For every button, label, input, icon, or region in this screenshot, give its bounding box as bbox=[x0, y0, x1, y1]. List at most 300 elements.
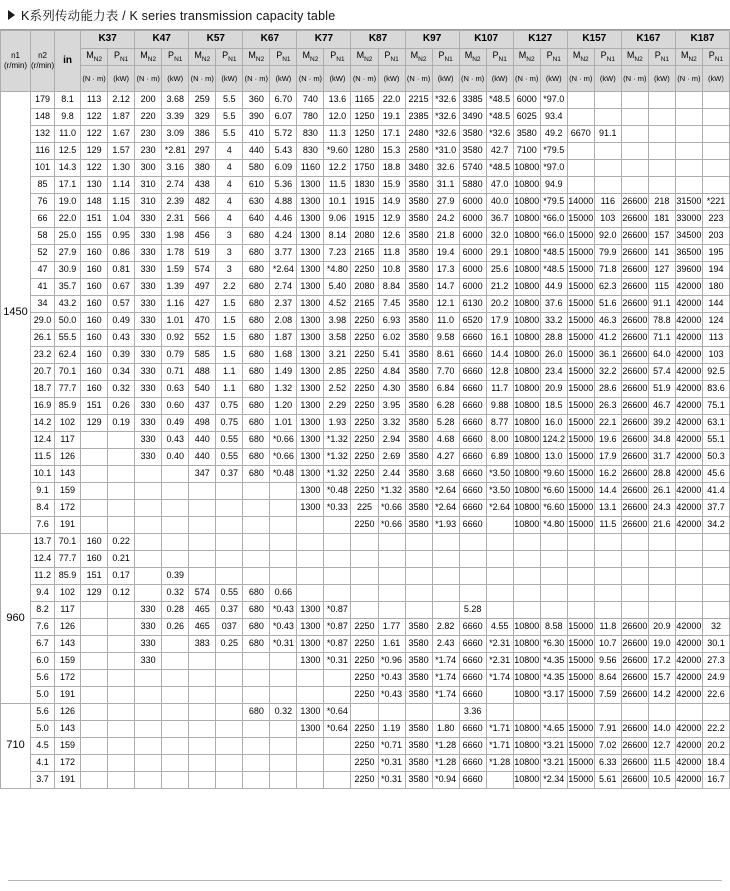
header-group-k167: K167 bbox=[621, 31, 675, 49]
cell-value: *0.96 bbox=[378, 653, 405, 670]
cell-value: 42000 bbox=[675, 687, 702, 704]
cell-value bbox=[405, 534, 432, 551]
cell-value: 24.3 bbox=[648, 500, 675, 517]
cell-value: *9.60 bbox=[540, 466, 567, 483]
cell-value bbox=[432, 585, 459, 602]
cell-value bbox=[324, 585, 351, 602]
cell-value bbox=[270, 653, 297, 670]
cell-value: 10800 bbox=[513, 313, 540, 330]
cell-value: 26.3 bbox=[594, 398, 621, 415]
cell-value: 2250 bbox=[351, 262, 378, 279]
cell-value: 380 bbox=[189, 160, 216, 177]
cell-value: 1.30 bbox=[108, 160, 135, 177]
cell-ratio: 159 bbox=[55, 483, 81, 500]
cell-value bbox=[513, 585, 540, 602]
header-pn1-k187: $P_{N1}$ bbox=[702, 49, 729, 66]
cell-value: *0.66 bbox=[270, 449, 297, 466]
cell-value: 1.57 bbox=[108, 143, 135, 160]
cell-value: 4 bbox=[216, 160, 243, 177]
cell-value: *66.0 bbox=[540, 228, 567, 245]
cell-value: 9.06 bbox=[324, 211, 351, 228]
cell-value bbox=[297, 738, 324, 755]
cell-value bbox=[540, 534, 567, 551]
cell-value bbox=[675, 160, 702, 177]
cell-value: 3.16 bbox=[162, 160, 189, 177]
cell-value: 1.67 bbox=[108, 126, 135, 143]
cell-value: 19.6 bbox=[594, 432, 621, 449]
cell-value bbox=[351, 602, 378, 619]
cell-value: 6.93 bbox=[378, 313, 405, 330]
header-pn1-unit-k187: (kW) bbox=[702, 66, 729, 92]
cell-value: 5880 bbox=[459, 177, 486, 194]
cell-value: 2250 bbox=[351, 347, 378, 364]
cell-value: 3.68 bbox=[162, 92, 189, 109]
cell-value: *4.80 bbox=[540, 517, 567, 534]
cell-value: 1.01 bbox=[162, 313, 189, 330]
cell-value: 1.98 bbox=[162, 228, 189, 245]
cell-value: 330 bbox=[135, 619, 162, 636]
cell-value: 2580 bbox=[405, 143, 432, 160]
cell-value bbox=[675, 92, 702, 109]
header-pn1-unit-k167: (kW) bbox=[648, 66, 675, 92]
cell-value bbox=[594, 92, 621, 109]
cell-value: 3580 bbox=[459, 126, 486, 143]
cell-value: 3 bbox=[216, 228, 243, 245]
cell-value: 6000 bbox=[459, 228, 486, 245]
cell-value: 2.31 bbox=[162, 211, 189, 228]
cell-value: 3580 bbox=[405, 313, 432, 330]
cell-value: 26600 bbox=[621, 415, 648, 432]
cell-value: 42.7 bbox=[486, 143, 513, 160]
cell-value: 6660 bbox=[459, 449, 486, 466]
cell-value: 10800 bbox=[513, 398, 540, 415]
cell-value: 124 bbox=[702, 313, 729, 330]
cell-value bbox=[621, 568, 648, 585]
cell-value: 0.39 bbox=[162, 568, 189, 585]
cell-value bbox=[135, 772, 162, 789]
cell-value: 42000 bbox=[675, 347, 702, 364]
cell-value: *1.71 bbox=[486, 738, 513, 755]
cell-value bbox=[162, 755, 189, 772]
cell-value bbox=[81, 483, 108, 500]
cell-value: 6660 bbox=[459, 653, 486, 670]
cell-ratio: 11.0 bbox=[55, 126, 81, 143]
cell-value: 6660 bbox=[459, 483, 486, 500]
cell-value: 36500 bbox=[675, 245, 702, 262]
cell-value: 0.75 bbox=[216, 415, 243, 432]
cell-value: 83.6 bbox=[702, 381, 729, 398]
cell-value: 680 bbox=[243, 415, 270, 432]
header-pn1-unit-k107: (kW) bbox=[486, 66, 513, 92]
cell-value bbox=[621, 177, 648, 194]
cell-value: *1.28 bbox=[432, 755, 459, 772]
cell-value bbox=[81, 500, 108, 517]
cell-value: 2385 bbox=[405, 109, 432, 126]
cell-value bbox=[81, 704, 108, 721]
cell-value: 129 bbox=[81, 143, 108, 160]
table-row bbox=[1, 330, 730, 347]
cell-ratio: 19.0 bbox=[55, 194, 81, 211]
cell-value: 6.84 bbox=[432, 381, 459, 398]
cell-value: 26600 bbox=[621, 738, 648, 755]
cell-value: 6660 bbox=[459, 330, 486, 347]
table-head-symbol-row bbox=[1, 49, 730, 66]
cell-value: 181 bbox=[648, 211, 675, 228]
cell-value: *0.87 bbox=[324, 619, 351, 636]
cell-value: 14.7 bbox=[432, 279, 459, 296]
cell-value bbox=[594, 704, 621, 721]
cell-value bbox=[675, 704, 702, 721]
cell-value bbox=[594, 551, 621, 568]
cell-value: 3580 bbox=[405, 772, 432, 789]
cell-value bbox=[324, 755, 351, 772]
cell-value: 330 bbox=[135, 228, 162, 245]
cell-value: *4.65 bbox=[540, 721, 567, 738]
cell-value: 42000 bbox=[675, 636, 702, 653]
cell-value bbox=[486, 772, 513, 789]
cell-value: 0.26 bbox=[162, 619, 189, 636]
header-mn2-k97: $M_{N2}$ bbox=[405, 49, 432, 66]
cell-value bbox=[567, 177, 594, 194]
cell-value: 11.7 bbox=[486, 381, 513, 398]
cell-value: 1160 bbox=[297, 160, 324, 177]
cell-value bbox=[486, 704, 513, 721]
cell-value bbox=[135, 704, 162, 721]
cell-value bbox=[297, 517, 324, 534]
cell-value: 42000 bbox=[675, 313, 702, 330]
header-pn1-unit-k97: (kW) bbox=[432, 66, 459, 92]
cell-value: 330 bbox=[135, 364, 162, 381]
cell-value: 14.0 bbox=[648, 721, 675, 738]
cell-value: 41.2 bbox=[594, 330, 621, 347]
cell-value: *0.43 bbox=[270, 602, 297, 619]
cell-value: 14.4 bbox=[594, 483, 621, 500]
table-row bbox=[1, 721, 730, 738]
cell-n2: 132 bbox=[31, 126, 55, 143]
cell-value: 552 bbox=[189, 330, 216, 347]
cell-value: 115 bbox=[648, 279, 675, 296]
cell-value: 3580 bbox=[405, 415, 432, 432]
cell-value: 42000 bbox=[675, 517, 702, 534]
header-group-k157: K157 bbox=[567, 31, 621, 49]
cell-value bbox=[243, 687, 270, 704]
cell-value: *1.32 bbox=[324, 449, 351, 466]
cell-value: *2.34 bbox=[540, 772, 567, 789]
cell-value bbox=[162, 466, 189, 483]
cell-value: 12.1 bbox=[432, 296, 459, 313]
cell-value bbox=[486, 585, 513, 602]
cell-value: 456 bbox=[189, 228, 216, 245]
cell-value: 194 bbox=[702, 262, 729, 279]
cell-value bbox=[270, 500, 297, 517]
cell-value bbox=[297, 687, 324, 704]
cell-value: 10800 bbox=[513, 160, 540, 177]
cell-value bbox=[675, 602, 702, 619]
cell-value bbox=[513, 534, 540, 551]
cell-value: 203 bbox=[702, 228, 729, 245]
cell-value bbox=[135, 721, 162, 738]
cell-value bbox=[513, 551, 540, 568]
cell-value bbox=[297, 585, 324, 602]
cell-value: 330 bbox=[135, 449, 162, 466]
cell-value: 27.3 bbox=[702, 653, 729, 670]
cell-value: 1750 bbox=[351, 160, 378, 177]
cell-value bbox=[135, 466, 162, 483]
cell-value: 440 bbox=[243, 143, 270, 160]
cell-value: 12.8 bbox=[486, 364, 513, 381]
cell-n2: 148 bbox=[31, 109, 55, 126]
cell-value bbox=[189, 772, 216, 789]
cell-value bbox=[216, 534, 243, 551]
cell-value bbox=[243, 670, 270, 687]
cell-value bbox=[270, 738, 297, 755]
cell-value: 15000 bbox=[567, 211, 594, 228]
cell-value: 8.14 bbox=[324, 228, 351, 245]
cell-value bbox=[567, 568, 594, 585]
cell-value bbox=[513, 602, 540, 619]
cell-value: *0.66 bbox=[378, 517, 405, 534]
cell-value: 3580 bbox=[405, 381, 432, 398]
cell-value: 1.1 bbox=[216, 364, 243, 381]
cell-value: *0.64 bbox=[324, 721, 351, 738]
cell-value: 6660 bbox=[459, 619, 486, 636]
cell-value: 10800 bbox=[513, 738, 540, 755]
cell-value: 1300 bbox=[297, 415, 324, 432]
cell-n2: 11.5 bbox=[31, 449, 55, 466]
cell-value bbox=[81, 772, 108, 789]
cell-value bbox=[243, 772, 270, 789]
cell-value bbox=[135, 670, 162, 687]
cell-value bbox=[108, 466, 135, 483]
cell-value: 63.1 bbox=[702, 415, 729, 432]
cell-value bbox=[648, 92, 675, 109]
cell-value: 15000 bbox=[567, 347, 594, 364]
cell-value: 1.49 bbox=[270, 364, 297, 381]
cell-value: 2250 bbox=[351, 364, 378, 381]
cell-value bbox=[594, 568, 621, 585]
cell-value bbox=[297, 568, 324, 585]
cell-value: 1300 bbox=[297, 262, 324, 279]
cell-value bbox=[243, 755, 270, 772]
cell-value: 3.32 bbox=[378, 415, 405, 432]
cell-value: 15000 bbox=[567, 619, 594, 636]
cell-value: 5.72 bbox=[270, 126, 297, 143]
cell-value: 1300 bbox=[297, 381, 324, 398]
cell-value: *0.94 bbox=[432, 772, 459, 789]
cell-value bbox=[108, 602, 135, 619]
cell-value bbox=[567, 109, 594, 126]
cell-n2: 179 bbox=[31, 92, 55, 109]
cell-value bbox=[189, 670, 216, 687]
cell-value: 680 bbox=[243, 449, 270, 466]
table-row bbox=[1, 585, 730, 602]
table-row bbox=[1, 704, 730, 721]
cell-value bbox=[594, 585, 621, 602]
table-row bbox=[1, 109, 730, 126]
cell-value bbox=[270, 670, 297, 687]
cell-value: 14000 bbox=[567, 194, 594, 211]
cell-value: 4.55 bbox=[486, 619, 513, 636]
cell-value: *4.80 bbox=[324, 262, 351, 279]
cell-value: 7.70 bbox=[432, 364, 459, 381]
cell-value: 26600 bbox=[621, 432, 648, 449]
cell-value: 10800 bbox=[513, 262, 540, 279]
cell-value bbox=[81, 602, 108, 619]
cell-value: 129 bbox=[81, 585, 108, 602]
header-mn2-unit-k37: (N · m) bbox=[81, 66, 108, 92]
cell-value: 330 bbox=[135, 347, 162, 364]
cell-value: 0.71 bbox=[162, 364, 189, 381]
cell-value bbox=[135, 517, 162, 534]
header-pn1-k47: $P_{N1}$ bbox=[162, 49, 189, 66]
cell-value: 3580 bbox=[405, 177, 432, 194]
cell-value: *0.31 bbox=[324, 653, 351, 670]
cell-value: 122 bbox=[81, 126, 108, 143]
header-mn2-unit-k47: (N · m) bbox=[135, 66, 162, 92]
cell-n2: 12.4 bbox=[31, 432, 55, 449]
cell-value: 1300 bbox=[297, 432, 324, 449]
cell-value: *1.32 bbox=[324, 432, 351, 449]
cell-value: 15000 bbox=[567, 245, 594, 262]
cell-ratio: 191 bbox=[55, 687, 81, 704]
cell-value bbox=[135, 534, 162, 551]
cell-value bbox=[162, 551, 189, 568]
cell-ratio: 117 bbox=[55, 432, 81, 449]
cell-value: 330 bbox=[135, 636, 162, 653]
cell-value: 1300 bbox=[297, 330, 324, 347]
cell-ratio: 27.9 bbox=[55, 245, 81, 262]
cell-n2: 23.2 bbox=[31, 347, 55, 364]
cell-value: *0.71 bbox=[378, 738, 405, 755]
cell-value: 103 bbox=[594, 211, 621, 228]
cell-value: 21.2 bbox=[486, 279, 513, 296]
cell-value bbox=[648, 602, 675, 619]
header-group-k67: K67 bbox=[243, 31, 297, 49]
cell-value: 2250 bbox=[351, 755, 378, 772]
cell-value: 7100 bbox=[513, 143, 540, 160]
cell-value: 630 bbox=[243, 194, 270, 211]
cell-value: 0.49 bbox=[162, 415, 189, 432]
cell-value bbox=[324, 534, 351, 551]
cell-value: *0.64 bbox=[324, 704, 351, 721]
cell-value: 26600 bbox=[621, 721, 648, 738]
cell-value: 42000 bbox=[675, 721, 702, 738]
cell-value bbox=[432, 534, 459, 551]
cell-value: 42000 bbox=[675, 466, 702, 483]
cell-value bbox=[108, 619, 135, 636]
cell-value bbox=[702, 534, 729, 551]
cell-value bbox=[486, 534, 513, 551]
cell-value: 0.39 bbox=[108, 347, 135, 364]
cell-value bbox=[81, 466, 108, 483]
cell-value: 0.34 bbox=[108, 364, 135, 381]
cell-value: 0.67 bbox=[108, 279, 135, 296]
cell-ratio: 102 bbox=[55, 585, 81, 602]
cell-value: 18.4 bbox=[702, 755, 729, 772]
cell-value bbox=[162, 517, 189, 534]
cell-value: 42000 bbox=[675, 381, 702, 398]
cell-value: 386 bbox=[189, 126, 216, 143]
cell-value: 51.6 bbox=[594, 296, 621, 313]
cell-value: 410 bbox=[243, 126, 270, 143]
cell-value bbox=[162, 738, 189, 755]
header-mn2-k87: $M_{N2}$ bbox=[351, 49, 378, 66]
cell-value bbox=[648, 568, 675, 585]
cell-value: 2250 bbox=[351, 483, 378, 500]
cell-value: 42000 bbox=[675, 738, 702, 755]
cell-ratio: 77.7 bbox=[55, 381, 81, 398]
cell-value: 1.1 bbox=[216, 381, 243, 398]
cell-value: 160 bbox=[81, 279, 108, 296]
cell-value bbox=[594, 602, 621, 619]
cell-value bbox=[297, 534, 324, 551]
cell-ratio: 172 bbox=[55, 755, 81, 772]
cell-value: 566 bbox=[189, 211, 216, 228]
cell-value: 3.98 bbox=[324, 313, 351, 330]
cell-value: 8.84 bbox=[378, 279, 405, 296]
cell-value: 15000 bbox=[567, 279, 594, 296]
cell-value: 24.2 bbox=[432, 211, 459, 228]
cell-value: 0.49 bbox=[108, 313, 135, 330]
cell-value: 7.91 bbox=[594, 721, 621, 738]
cell-value bbox=[432, 568, 459, 585]
cell-value: 2250 bbox=[351, 449, 378, 466]
cell-value: 37.6 bbox=[540, 296, 567, 313]
cell-value: 36.1 bbox=[594, 347, 621, 364]
table-row bbox=[1, 653, 730, 670]
cell-value: 330 bbox=[135, 211, 162, 228]
cell-value: 1.87 bbox=[108, 109, 135, 126]
cell-value bbox=[675, 109, 702, 126]
cell-value: 26600 bbox=[621, 653, 648, 670]
cell-value: 4.68 bbox=[432, 432, 459, 449]
cell-value bbox=[351, 568, 378, 585]
cell-value: *2.81 bbox=[162, 143, 189, 160]
cell-value bbox=[648, 143, 675, 160]
table-row bbox=[1, 398, 730, 415]
cell-value bbox=[675, 143, 702, 160]
cell-value bbox=[621, 585, 648, 602]
cell-value bbox=[135, 500, 162, 517]
cell-value bbox=[567, 585, 594, 602]
cell-value: *6.60 bbox=[540, 483, 567, 500]
cell-value: 36.7 bbox=[486, 211, 513, 228]
cell-value: 11.3 bbox=[324, 126, 351, 143]
cell-value: 0.12 bbox=[108, 585, 135, 602]
cell-value: 10800 bbox=[513, 177, 540, 194]
cell-value: 16.7 bbox=[702, 772, 729, 789]
cell-value: 18.8 bbox=[378, 160, 405, 177]
cell-value: 62.3 bbox=[594, 279, 621, 296]
cell-value: 23.4 bbox=[540, 364, 567, 381]
cell-value: 1300 bbox=[297, 347, 324, 364]
cell-value: 51.9 bbox=[648, 381, 675, 398]
cell-value: 11.0 bbox=[432, 313, 459, 330]
cell-value: 160 bbox=[81, 551, 108, 568]
cell-value: 26600 bbox=[621, 279, 648, 296]
table-row bbox=[1, 466, 730, 483]
cell-value: 1.32 bbox=[270, 381, 297, 398]
cell-value: 0.86 bbox=[108, 245, 135, 262]
cell-value bbox=[702, 568, 729, 585]
cell-value: 3580 bbox=[405, 738, 432, 755]
cell-value bbox=[135, 755, 162, 772]
cell-value: 465 bbox=[189, 602, 216, 619]
cell-value: 25.6 bbox=[486, 262, 513, 279]
cell-value bbox=[702, 177, 729, 194]
cell-value bbox=[324, 517, 351, 534]
cell-value: 5.40 bbox=[324, 279, 351, 296]
